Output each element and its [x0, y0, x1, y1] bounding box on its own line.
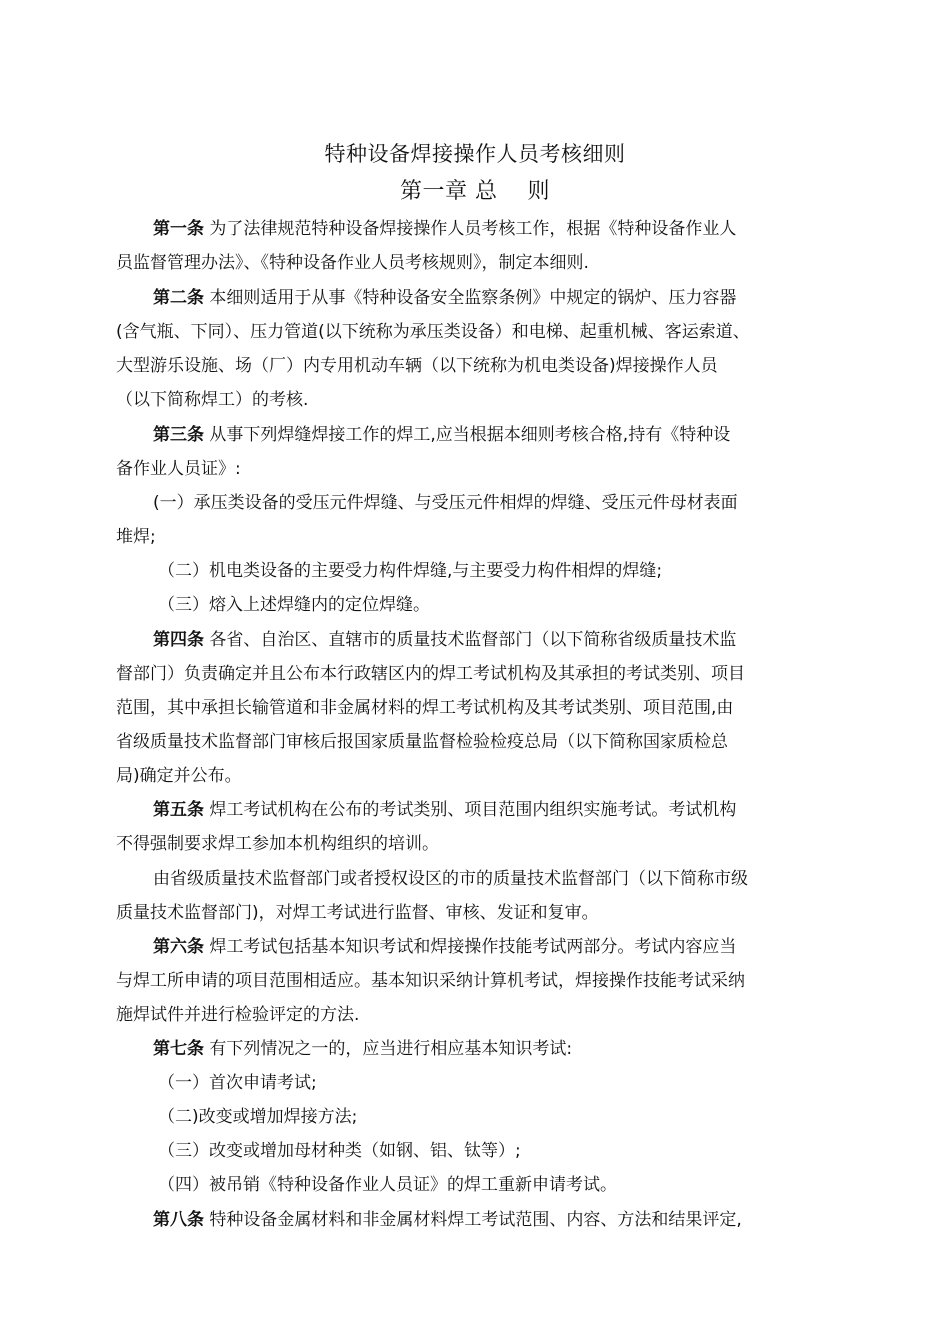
article-label: 第四条 — [153, 630, 204, 650]
article-label: 第五条 — [153, 800, 204, 820]
article-label: 第八条 — [153, 1210, 204, 1230]
paragraph-line: （四）被吊销《特种设备作业人员证》的焊工重新申请考试。 — [158, 1175, 617, 1195]
paragraph-line: 质量技术监督部门)，对焊工考试进行监督、审核、发证和复审。 — [116, 903, 599, 923]
paragraph-line: 备作业人员证》: — [116, 459, 241, 479]
chapter-heading: 第一章 总 则 — [400, 179, 550, 204]
paragraph-line: (含气瓶、下同）、压力管道(以下统称为承压类设备）和电梯、起重机械、客运索道、 — [116, 322, 750, 342]
paragraph-line: 范围，其中承担长输管道和非金属材料的焊工考试机构及其考试类别、项目范围,由 — [116, 698, 734, 718]
paragraph-line: 第八条 特种设备金属材料和非金属材料焊工考试范围、内容、方法和结果评定, — [153, 1210, 742, 1230]
paragraph-line: （一）首次申请考试; — [158, 1073, 317, 1093]
paragraph-line: 第五条 焊工考试机构在公布的考试类别、项目范围内组织实施考试。考试机构 — [153, 800, 737, 820]
paragraph-line: 员监督管理办法》、《特种设备作业人员考核规则》，制定本细则. — [116, 253, 589, 273]
article-label: 第六条 — [153, 937, 204, 957]
paragraph-line: 第七条 有下列情况之一的，应当进行相应基本知识考试: — [153, 1039, 573, 1059]
paragraph-line: 由省级质量技术监督部门或者授权设区的市的质量技术监督部门（以下简称市级 — [153, 869, 748, 889]
article-label: 第一条 — [153, 219, 204, 239]
paragraph-line: 省级质量技术监督部门审核后报国家质量监督检验检疫总局（以下简称国家质检总 — [116, 732, 728, 752]
paragraph-line: 局)确定并公布。 — [116, 766, 242, 786]
paragraph-line: 第三条 从事下列焊缝焊接工作的焊工,应当根据本细则考核合格,持有《特种设 — [153, 425, 731, 445]
paragraph-line: （以下简称焊工）的考核. — [116, 390, 309, 410]
paragraph-line: （二)改变或增加焊接方法; — [158, 1107, 358, 1127]
paragraph-line: 督部门）负责确定并且公布本行政辖区内的焊工考试机构及其承担的考试类别、项目 — [116, 664, 745, 684]
paragraph-line: 大型游乐设施、场（厂）内专用机动车辆（以下统称为机电类设备)焊接操作人员 — [116, 356, 718, 376]
paragraph-line: 第四条 各省、自治区、直辖市的质量技术监督部门（以下简称省级质量技术监 — [153, 630, 737, 650]
article-label: 第二条 — [153, 288, 204, 308]
paragraph-line: （三）改变或增加母材种类（如钢、铝、钛等）; — [158, 1141, 521, 1161]
document-title: 特种设备焊接操作人员考核细则 — [324, 142, 626, 166]
article-label: 第三条 — [153, 425, 204, 445]
paragraph-line: （三）熔入上述焊缝内的定位焊缝。 — [158, 595, 430, 615]
paragraph-line: 第六条 焊工考试包括基本知识考试和焊接操作技能考试两部分。考试内容应当 — [153, 937, 737, 957]
paragraph-line: 不得强制要求焊工参加本机构组织的培训。 — [116, 834, 439, 854]
paragraph-line: 第一条 为了法律规范特种设备焊接操作人员考核工作，根据《特种设备作业人 — [153, 219, 737, 239]
article-label: 第七条 — [153, 1039, 204, 1059]
paragraph-line: (一）承压类设备的受压元件焊缝、与受压元件相焊的焊缝、受压元件母材表面 — [153, 493, 738, 513]
paragraph-line: （二）机电类设备的主要受力构件焊缝,与主要受力构件相焊的焊缝; — [158, 561, 663, 581]
paragraph-line: 施焊试件并进行检验评定的方法. — [116, 1005, 360, 1025]
paragraph-line: 堆焊; — [116, 527, 156, 547]
paragraph-line: 与焊工所申请的项目范围相适应。基本知识采纳计算机考试，焊接操作技能考试采纳 — [116, 971, 745, 991]
paragraph-line: 第二条 本细则适用于从事《特种设备安全监察条例》中规定的锅炉、压力容器 — [153, 288, 737, 308]
